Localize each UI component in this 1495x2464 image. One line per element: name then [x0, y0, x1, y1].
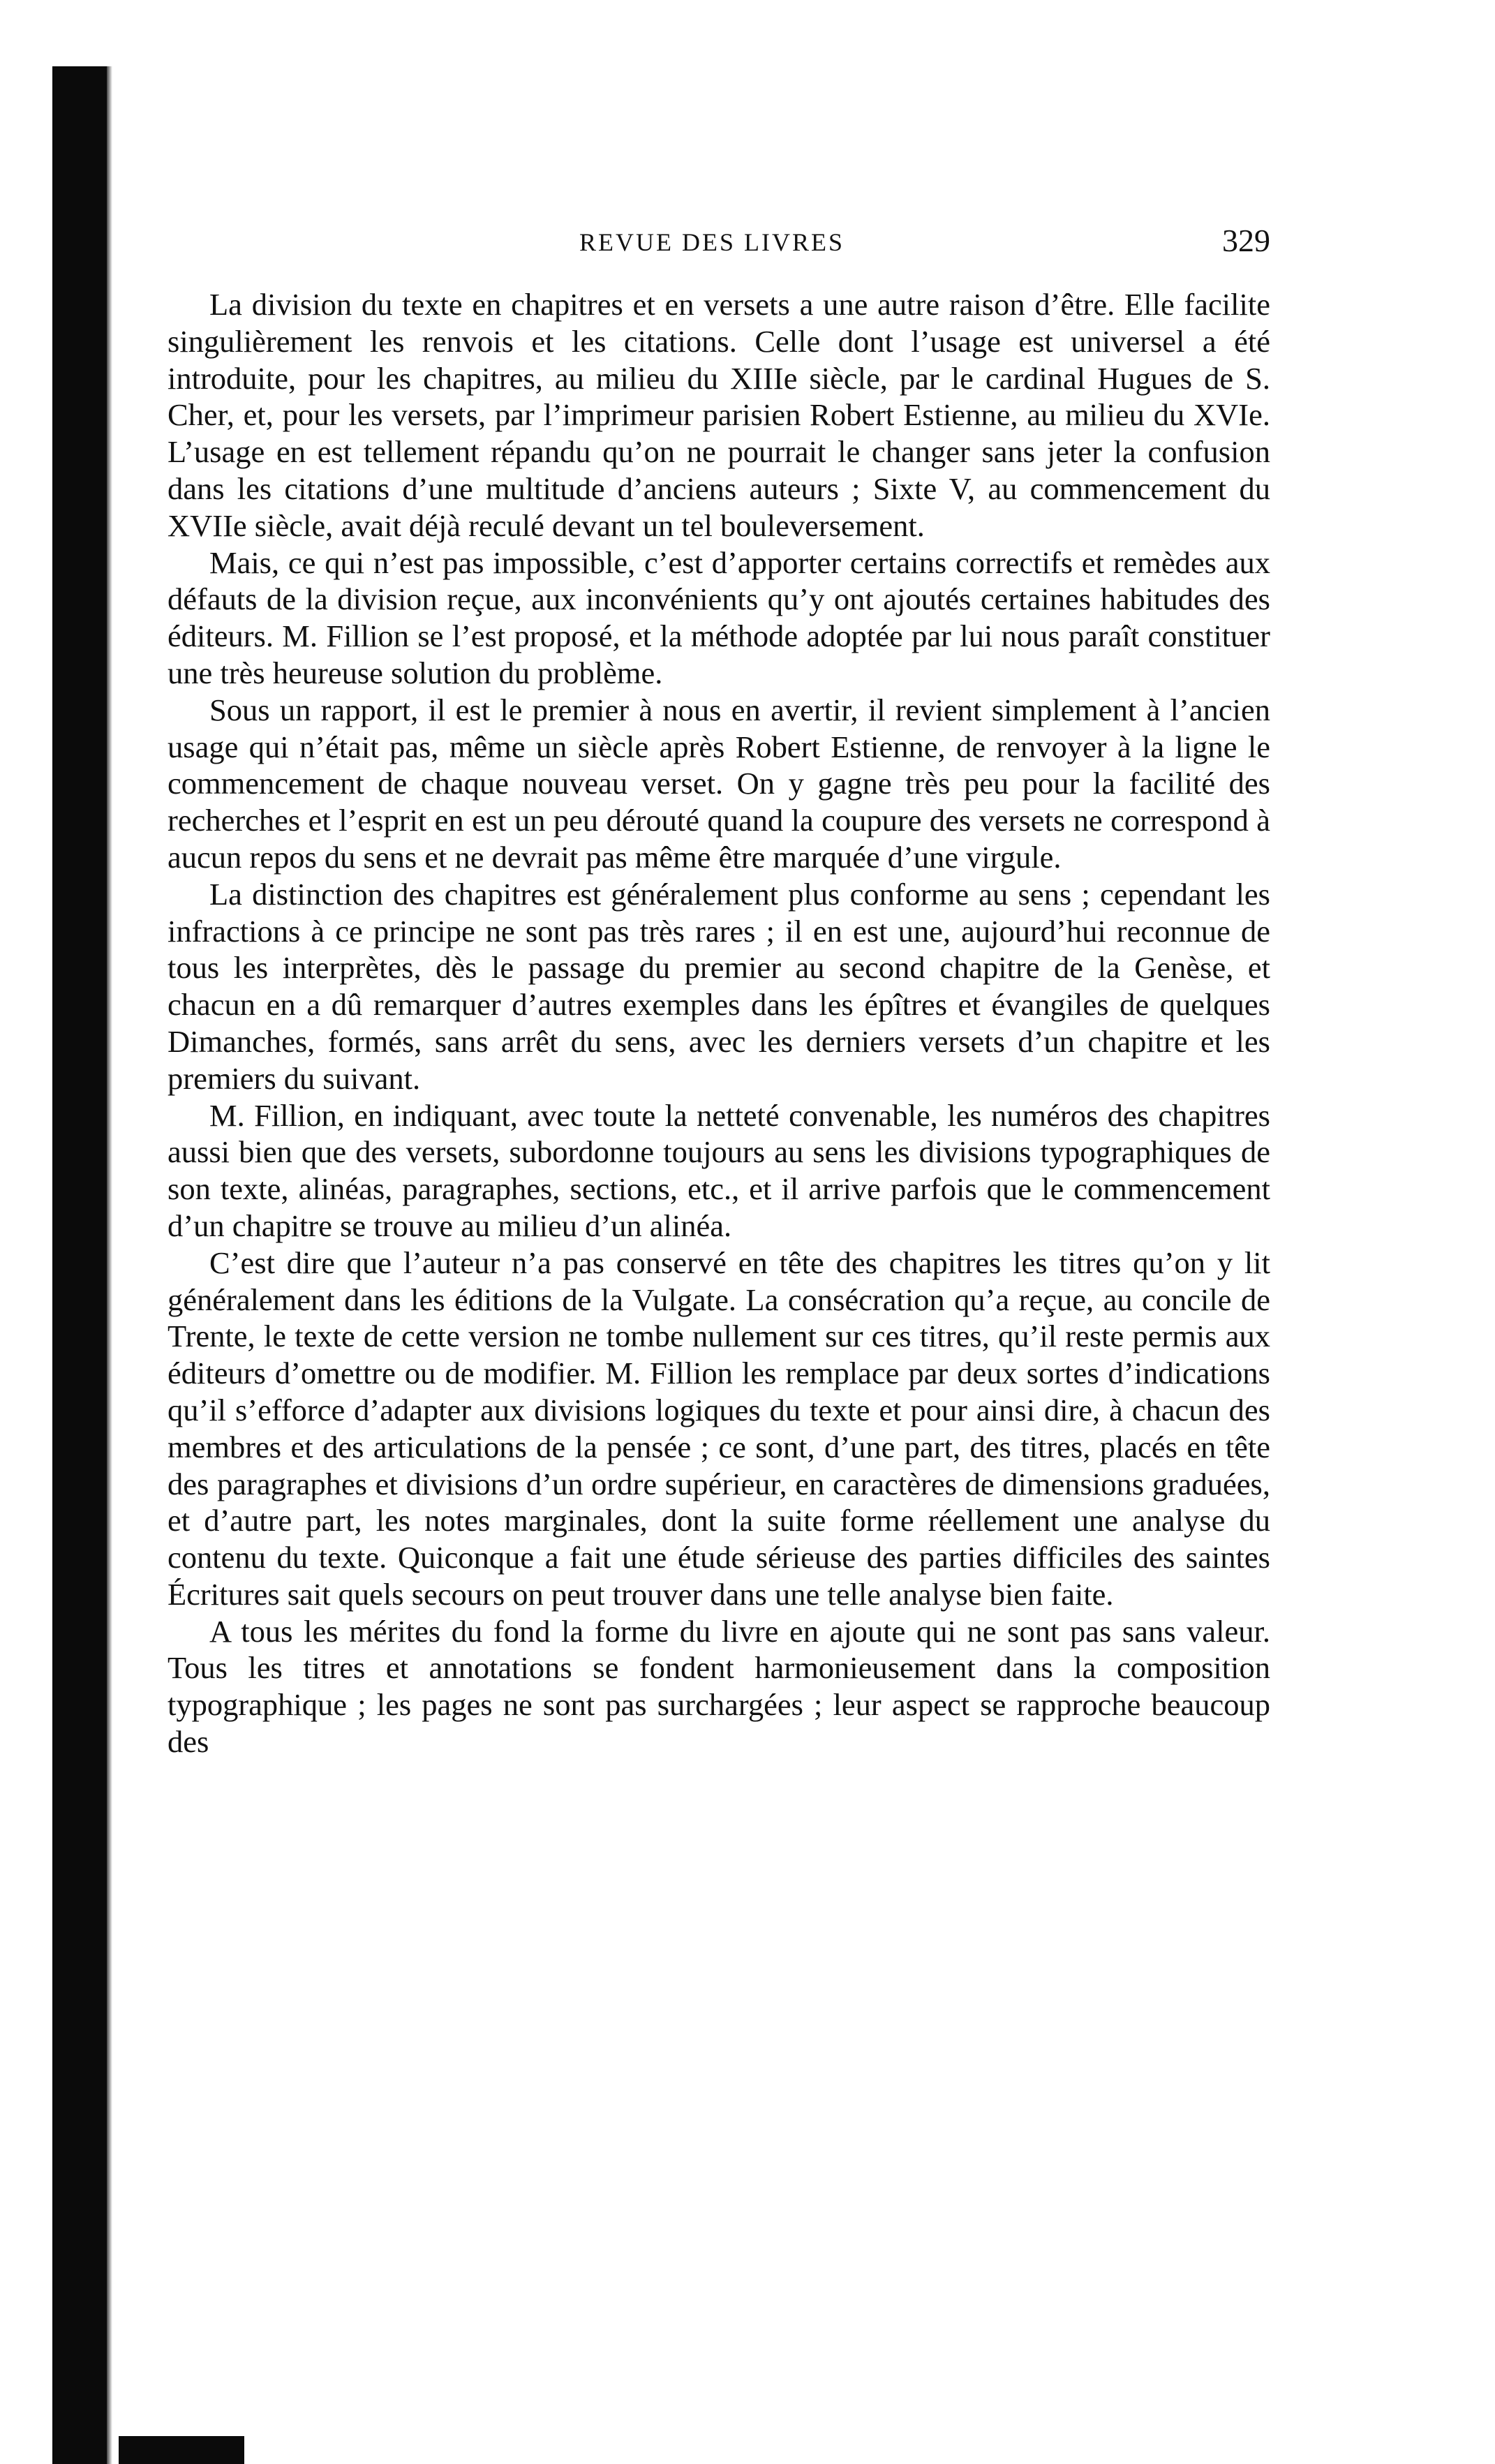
- page-number: 329: [1222, 223, 1270, 258]
- running-header: [168, 223, 1270, 279]
- running-title: REVUE DES LIVRES: [579, 228, 845, 256]
- body-text: [168, 286, 1270, 1760]
- paragraph: M. Fillion, en indiquant, avec toute la netteté convenable, les numéros des chapitres aussi bien que des versets, subordonne toujours au sens les divisions typographiques de son texte, alinéas, paragraphes, sections, etc., et il arrive parfois que le commencement d’un chapitre se trouve au milieu d’un alinéa.: [168, 1097, 1270, 1243]
- book-binding-shadow: [52, 66, 107, 2464]
- book-binding-shadow-bottom: [119, 2436, 244, 2464]
- paragraph: La division du texte en chapitres et en versets a une autre raison d’être. Elle facilite singulièrement les renvois et les citations. Celle dont l’usage est universel a été introduite, pour les chapitres, au milieu du XIIIe siècle, par le cardinal Hugues de S. Cher, et, pour les versets, par l’imprimeur parisien Robert Estienne, au milieu du XVIe. L’usage en est tellement répandu qu’on ne pourrait le changer sans jeter la confusion dans les citations d’une multitude d’anciens auteurs ; Sixte V, au commencement du XVIIe siècle, avait déjà reculé devant un tel bouleversement.: [168, 287, 1270, 543]
- paragraph: A tous les mérites du fond la forme du livre en ajoute qui ne sont pas sans valeur. Tous les titres et annotations se fondent harmonieusement dans la composition typographique ; les pages ne sont pas surchargées ; leur aspect se rapproche beaucoup des: [168, 1613, 1270, 1760]
- paragraph: C’est dire que l’auteur n’a pas conservé en tête des chapitres les titres qu’on y lit généralement dans les éditions de la Vulgate. La consécration qu’a reçue, au concile de Trente, le texte de cette version ne tombe nullement sur ces titres, qu’il reste permis aux éditeurs d’omettre ou de modifier. M. Fillion les remplace par deux sortes d’indications qu’il s’efforce d’adapter aux divisions logiques du texte et pour ainsi dire, à chacun des membres et des articulations de la pensée ; ce sont, d’une part, des titres, placés en tête des paragraphes et divisions d’un ordre supérieur, en caractères de dimensions graduées, et d’autre part, les notes marginales, dont la suite forme réellement une analyse du contenu du texte. Quiconque a fait une étude sérieuse des parties difficiles des saintes Écritures sait quels secours on peut trouver dans une telle analyse bien faite.: [168, 1245, 1270, 1612]
- book-page: [168, 223, 1270, 1760]
- paragraph: Sous un rapport, il est le premier à nous en avertir, il revient simplement à l’ancien usage qui n’était pas, même un siècle après Robert Estienne, de renvoyer à la ligne le commencement de chaque nouveau verset. On y gagne très peu pour la facilité des recherches et l’esprit en est un peu dérouté quand la coupure des versets ne correspond à aucun repos du sens et ne devrait pas même être marquée d’une virgule.: [168, 692, 1270, 875]
- paragraph: La distinction des chapitres est généralement plus conforme au sens ; cependant les infractions à ce principe ne sont pas très rares ; il en est une, aujourd’hui reconnue de tous les interprètes, dès le passage du premier au second chapitre de la Genèse, et chacun en a dû remarquer d’autres exemples dans les épîtres et évangiles de quelques Dimanches, formés, sans arrêt du sens, avec les derniers versets d’un chapitre et les premiers du suivant.: [168, 876, 1270, 1096]
- paragraph: Mais, ce qui n’est pas impossible, c’est d’apporter certains correctifs et remèdes aux défauts de la division reçue, aux inconvénients qu’y ont ajoutés certaines habitudes des éditeurs. M. Fillion se l’est proposé, et la méthode adoptée par lui nous paraît constituer une très heureuse solution du problème.: [168, 544, 1270, 690]
